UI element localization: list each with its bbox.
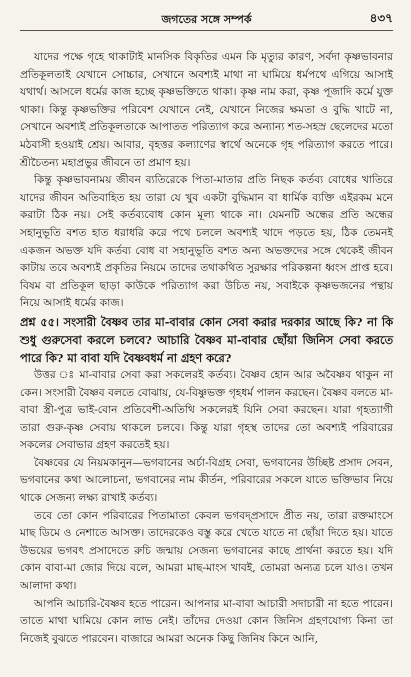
running-title: জগতের সঙ্গে সম্পর্ক	[161, 13, 252, 26]
paragraph: আপনি আচারি-বৈষ্ণব হতে পারেন। আপনার মা-বাবা আচারী সদাচারী না হতে পারেন। তাতে মাথা ঘামিয়ে কোন লাভ নেই। তাঁদের দেওয়া কোন জিনিস গ্রহণযোগ্য কিনা তা নিজেই বুঝতে পারবেন। বাজারে আমরা অনেক কিছু জিনিষ কিনে আনি,	[20, 597, 393, 645]
answer-paragraph: উত্তর ঃ মা-বাবার সেবা করা সকলেরই কর্তব্য। বৈষ্ণব হোন আর অবৈষ্ণব থাকুন না কেন। সংসারী বৈষ্ণব বলতে বোঝায়, যে-বিষ্ণুভক্ত গৃহধর্ম পালন করছেন। বৈষ্ণব বলতে মা-বাবা স্ত্রী-পুত্র ভাই-বোন প্রতিবেশী-অতিথি সকলেরই যিনি সেবা করছেন। যারা গৃহত্যাগী তারা গুরু-কৃষ্ণ সেবায় থাকলে চলবে। কিন্তু যারা গৃহস্থ তাদের তো অবশ্যই পরিবারের সকলের সেবাভার গ্রহণ করতেই হয়।	[20, 368, 393, 452]
page-number: ৪৩৭	[369, 11, 393, 25]
paragraph: যাদের পক্ষে গৃহে থাকাটাই মানসিক বিকৃতির এমন কি মৃত্যুর কারণ, সর্বদা কৃষ্ণভাবনার প্রতিকূলতাই যেখানে সোচ্চার, সেখানে অবশ্যই মাথা না ঘামিয়ে ধর্মপথে এগিয়ে আসাই যথার্থ। আসলে ধর্মের কাজ হচ্ছে কৃষ্ণভক্তিতে থাকা। কৃষ্ণ নাম করা, কৃষ্ণ পূজাদি কর্মে যুক্ত থাকা। কিন্তু কৃষ্ণভক্তির পরিবেশ যেখানে নেই, যেখানে নিজের ক্ষমতা ও বুদ্ধি খাটে না, সেখানে অবশ্যই প্রতিকূলতাকে আপাতত পরিত্যাগ করে অন্যান্য শত-সহস্র ছেলেদের মতো মঠবাসী হওয়াই শ্রেয়। আবার, বৃহত্তর কল্যাণের স্বার্থে অনেকে গৃহ পরিত্যাগ করতে পারে। শ্রীচৈতন্য মহাপ্রভুর জীবনে তা প্রমাণ হয়।	[20, 51, 393, 169]
body-text	[20, 49, 393, 648]
question-heading: প্রশ্ন ৫৫। সংসারী বৈষ্ণব তার মা-বাবার কোন সেবা করার দরকার আছে কি? না কি শুধু গুরুসেবা করলে চলবে? আচারি বৈষ্ণব মা-বাবার ছোঁয়া জিনিস সেবা করতে পারে কি? মা বাবা যদি বৈষ্ণবধর্ম না গ্রহণ করে?	[20, 314, 393, 365]
paragraph: কিন্তু কৃষ্ণভাবনাময় জীবন ব্যতিরেকে পিতা-মাতার প্রতি নিছক কর্তব্য বোধের খাতিরে যাদের জীবন অতিবাহিত হয় তারা যে খুব একটা বুদ্ধিমান বা ধার্মিক ব্যক্তি এইরকম মনে করাটা ঠিক নয়। সেই কর্তব্যবোধ কোন মূল্য থাকে না। যেমনটি অন্ধের প্রতি অন্ধের সহানুভূতি বশত হাত ধরাধরি করে পথে চললে অবশ্যই খাদে পড়তে হয়, ঠিক তেমনই একজন অভক্ত যদি কর্তব্য বোধ বা সহানুভূতি বশত অন্য অভক্তদের সঙ্গে থেকেই জীবন কাটায় তবে অবশ্যই প্রকৃতির নিয়মে তাদের তথাকথিত সুরক্ষার পরিকল্পনা ধ্বংস প্রাপ্ত হবে। বিষম বা প্রতিকূল ছাড়া কাউকে পরিত্যাগ করা উচিত নয়, সবাইকে কৃষ্ণভজনের পন্থায় নিয়ে আসাই ধর্মের কাজ।	[20, 174, 393, 310]
paragraph: বৈষ্ণবের যে নিয়মকানুন—ভগবানের অর্চা-বিগ্রহ সেবা, ভগবানের উচ্ছিষ্ট প্রসাদ সেবন, ভগবানের কথা আলোচনা, ভগবানের নাম কীর্তন, পরিবারের সকলে যাতে ভক্তিভাব নিয়ে থাকে সেজন্য লক্ষ্য রাখাই কর্তব্য।	[20, 456, 393, 505]
page-header	[20, 8, 393, 31]
paragraph: তবে তো কোন পরিবারের পিতামাতা কেবল ভগবদ্প্রসাদে প্রীত নয়, তারা রক্তমাংসে মাছ ডিমে ও নেশাতে আসক্ত। তাদেরকেও বস্তু করে খেতে যাতে না ছোঁয়া দিতে হয়। যাতে উভয়ের ভগবৎ প্রসাদেতে রুচি জন্মায় সেজন্য ভগবানের কাছে প্রার্থনা করতে হয়। যদি কোন বাবা-মা জোর দিয়ে বলে, আমরা মাছ-মাংস খাবই, তোমরা অন্যত্র চলে যাও। তখন আলাদা কথা।	[20, 509, 393, 593]
